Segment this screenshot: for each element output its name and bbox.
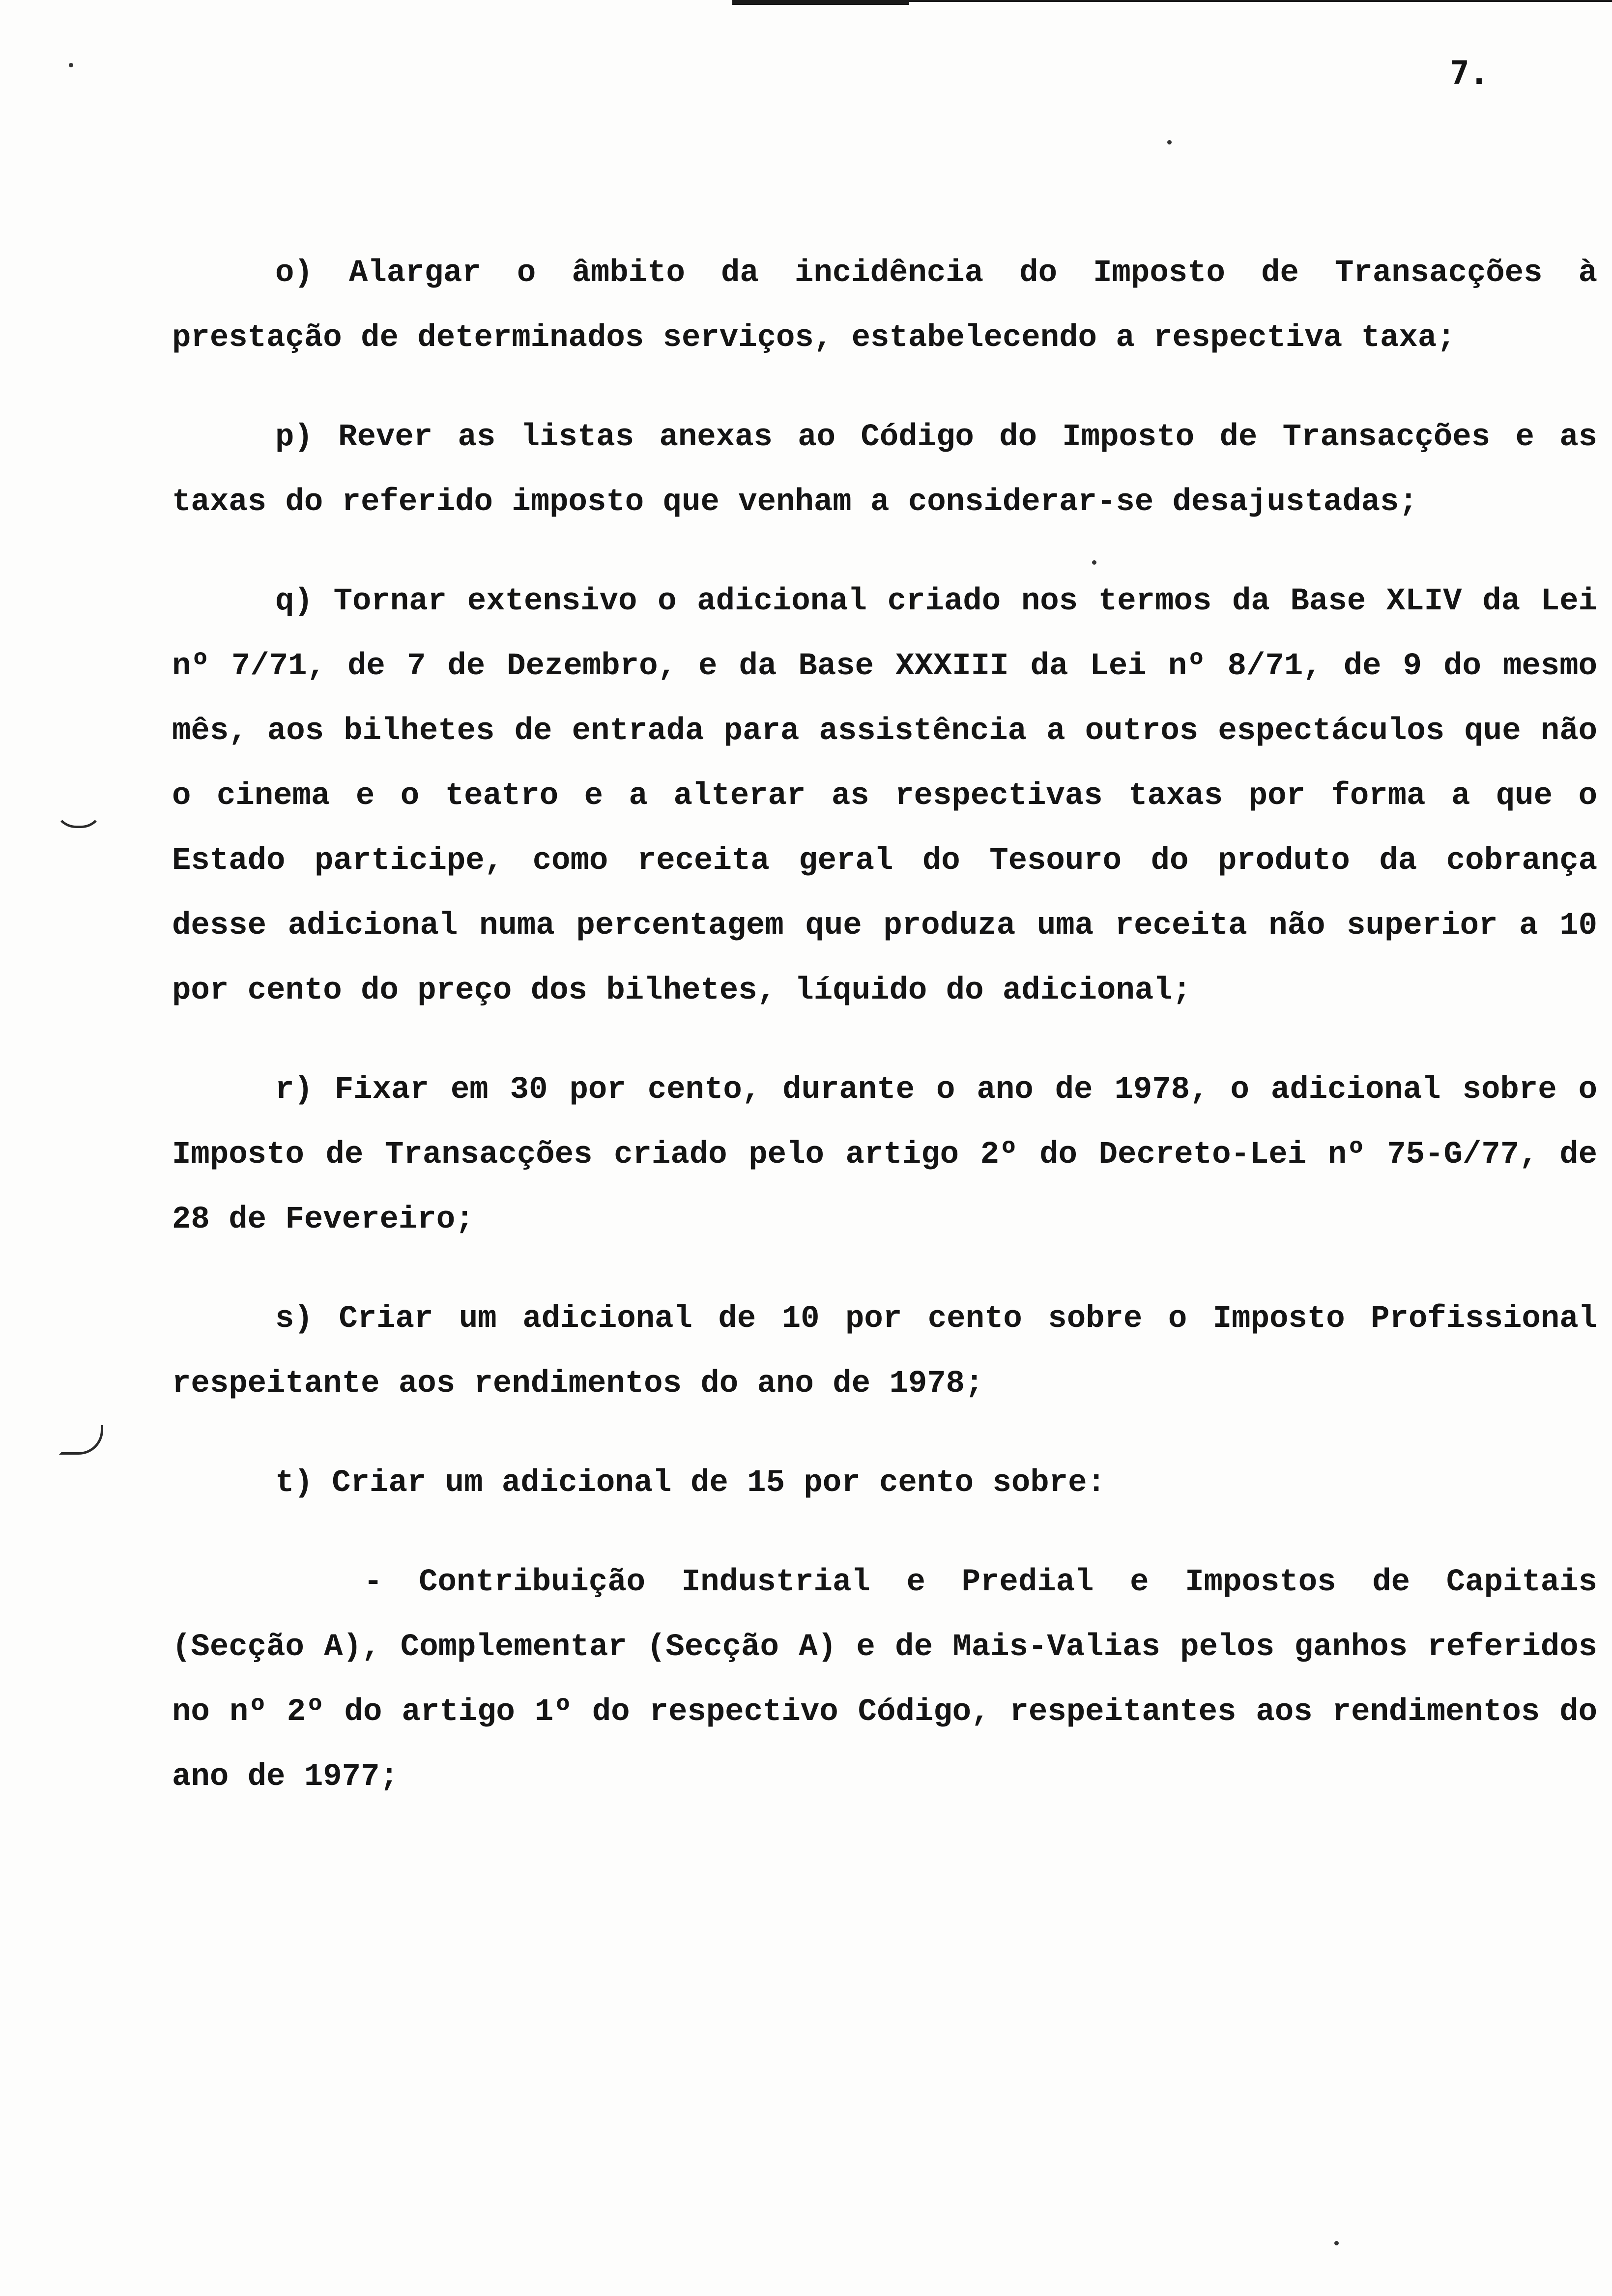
item-label: t) [275, 1465, 313, 1501]
item-label: o) [275, 256, 313, 291]
item-text: Alargar o âmbito da incidência do Imposto de Transacções à prestação de determinados serviços, estabelecendo a respectiva taxa; [172, 256, 1598, 356]
item-text: Criar um adicional de 15 por cento sobre: [332, 1465, 1106, 1501]
top-rule-left [732, 0, 909, 5]
scan-speck [1334, 2241, 1339, 2245]
sub-item-dash [172, 1550, 1597, 1809]
item-label: s) [275, 1301, 313, 1337]
margin-mark-upper [54, 806, 103, 828]
scan-speck [1167, 140, 1172, 144]
item-text: Rever as listas anexas ao Código do Imposto de Transacções e as taxas do referido imposto que venham a considerar-se desajustadas; [172, 420, 1598, 520]
page-number: 7. [1450, 54, 1489, 92]
margin-mark-lower [59, 1425, 103, 1455]
paragraph-r [172, 1058, 1597, 1252]
paragraph-q [172, 569, 1597, 1023]
item-label: p) [275, 420, 313, 455]
paragraph-o [172, 241, 1597, 371]
scan-speck [69, 63, 73, 67]
sub-item-label: - [364, 1565, 383, 1600]
top-rule-right [1145, 0, 1612, 2]
document-body [172, 241, 1597, 1844]
sub-item-text: Contribuição Industrial e Predial e Impostos de Capitais (Secção A), Complementar (Secção A) e de Mais-Valias pelos ganhos referidos no nº 2º do artigo 1º do respectivo Código, respeitantes aos rendimentos do ano de 1977; [172, 1565, 1598, 1795]
paragraph-p [172, 405, 1597, 535]
paragraph-s [172, 1287, 1597, 1416]
top-rule-middle [909, 0, 1145, 2]
item-text: Tornar extensivo o adicional criado nos termos da Base XLIV da Lei nº 7/71, de 7 de Dezembro, e da Base XXXIII da Lei nº 8/71, de 9 do mesmo mês, aos bilhetes de entrada para assistência a outros espectáculos que não o cinema e o teatro e a alterar as respectivas taxas por forma a que o Estado participe, como receita geral do Tesouro do produto da cobrança desse adicional numa percentagem que produza uma receita não superior a 10 por cento do preço dos bilhetes, líquido do adicional; [172, 584, 1598, 1008]
item-label: r) [275, 1072, 313, 1108]
item-text: Criar um adicional de 10 por cento sobre o Imposto Profissional respeitante aos rendimentos do ano de 1978; [172, 1301, 1598, 1402]
paragraph-t [172, 1451, 1597, 1516]
item-text: Fixar em 30 por cento, durante o ano de 1978, o adicional sobre o Imposto de Transacções criado pelo artigo 2º do Decreto-Lei nº 75-G/77, de 28 de Fevereiro; [172, 1072, 1598, 1237]
item-label: q) [275, 584, 313, 619]
